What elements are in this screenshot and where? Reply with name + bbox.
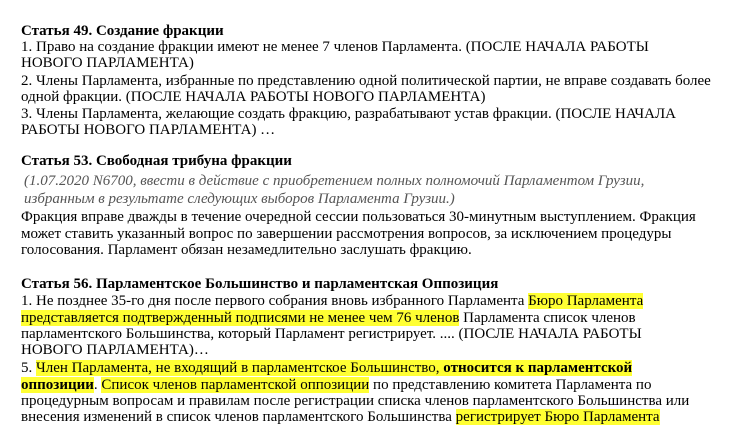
text-run: Парламента список членов	[459, 310, 636, 326]
highlighted-text: Член Парламента, не входящий в парламентское Большинство,	[36, 360, 444, 376]
article-56-paragraph-1	[21, 310, 636, 327]
article-56-paragraph-1: парламентского Большинства, который Парламент регистрирует. .... (ПОСЛЕ НАЧАЛА РАБОТЫ	[21, 326, 642, 342]
article-56-paragraph-1	[21, 293, 643, 310]
text-run: по представлению комитета Парламента по	[369, 377, 652, 393]
highlighted-bold-text: относится к парламентской	[443, 360, 633, 376]
highlighted-text: регистрирует Бюро Парламента	[455, 409, 660, 425]
article-56-paragraph-5	[21, 409, 660, 426]
article-49-paragraph-3: 3. Члены Парламента, желающие создать фракцию, разрабатывают устав фракции. (ПОСЛЕ НАЧАЛА	[21, 106, 676, 122]
highlighted-text: Список членов парламентской оппозиции	[101, 377, 370, 393]
article-53-amendment-note: (1.07.2020 N6700, ввести в действие с приобретением полных полномочий Парламентом Грузии,	[24, 173, 645, 189]
text-run: .	[93, 377, 102, 393]
article-49-title: Статья 49. Создание фракции	[21, 23, 224, 39]
article-49-paragraph-2: 2. Члены Парламента, избранные по представлению одной политической партии, не вправе создавать более	[21, 73, 711, 89]
text-run: 5.	[21, 360, 36, 376]
article-56-title: Статья 56. Парламентское Большинство и парламентская Оппозиция	[21, 276, 499, 292]
article-53-body: голосования. Парламент обязан незамедлительно заслушать фракцию.	[21, 242, 472, 258]
article-49-paragraph-1: НОВОГО ПАРЛАМЕНТА)	[21, 55, 194, 71]
article-56-paragraph-5	[21, 360, 632, 377]
highlighted-text: представляется подтвержденный подписями не менее чем 76 членов	[21, 310, 460, 326]
article-53-amendment-note: избранным в результате следующих выборов Парламента Грузии.)	[24, 191, 455, 207]
article-49-paragraph-1: 1. Право на создание фракции имеют не менее 7 членов Парламента. (ПОСЛЕ НАЧАЛА РАБОТЫ	[21, 39, 649, 55]
article-56-paragraph-5	[21, 377, 651, 394]
article-49-paragraph-2: одной фракции. (ПОСЛЕ НАЧАЛА РАБОТЫ НОВОГО ПАРЛАМЕНТА)	[21, 89, 486, 105]
text-run: внесения изменений в список членов парламентского Большинства	[21, 409, 456, 425]
article-49-paragraph-3: РАБОТЫ НОВОГО ПАРЛАМЕНТА) …	[21, 122, 276, 138]
text-run: 1. Не позднее 35-го дня после первого собрания вновь избранного Парламента	[21, 293, 529, 309]
article-56-paragraph-1: НОВОГО ПАРЛАМЕНТА)…	[21, 342, 209, 358]
article-53-body: может ставить указанный вопрос по завершении рассмотрения вопросов, за исключением процедуры	[21, 226, 672, 242]
highlighted-text: Бюро Парламента	[528, 293, 644, 309]
article-53-body: Фракция вправе дважды в течение очередной сессии пользоваться 30-минутным выступлением. Фракция	[21, 209, 696, 225]
article-56-paragraph-5: процедурным вопросам и правилам после регистрации списка членов парламентского Большинства или	[21, 393, 690, 409]
highlighted-bold-text: оппозиции	[21, 377, 94, 393]
article-53-title: Статья 53. Свободная трибуна фракции	[21, 153, 292, 169]
